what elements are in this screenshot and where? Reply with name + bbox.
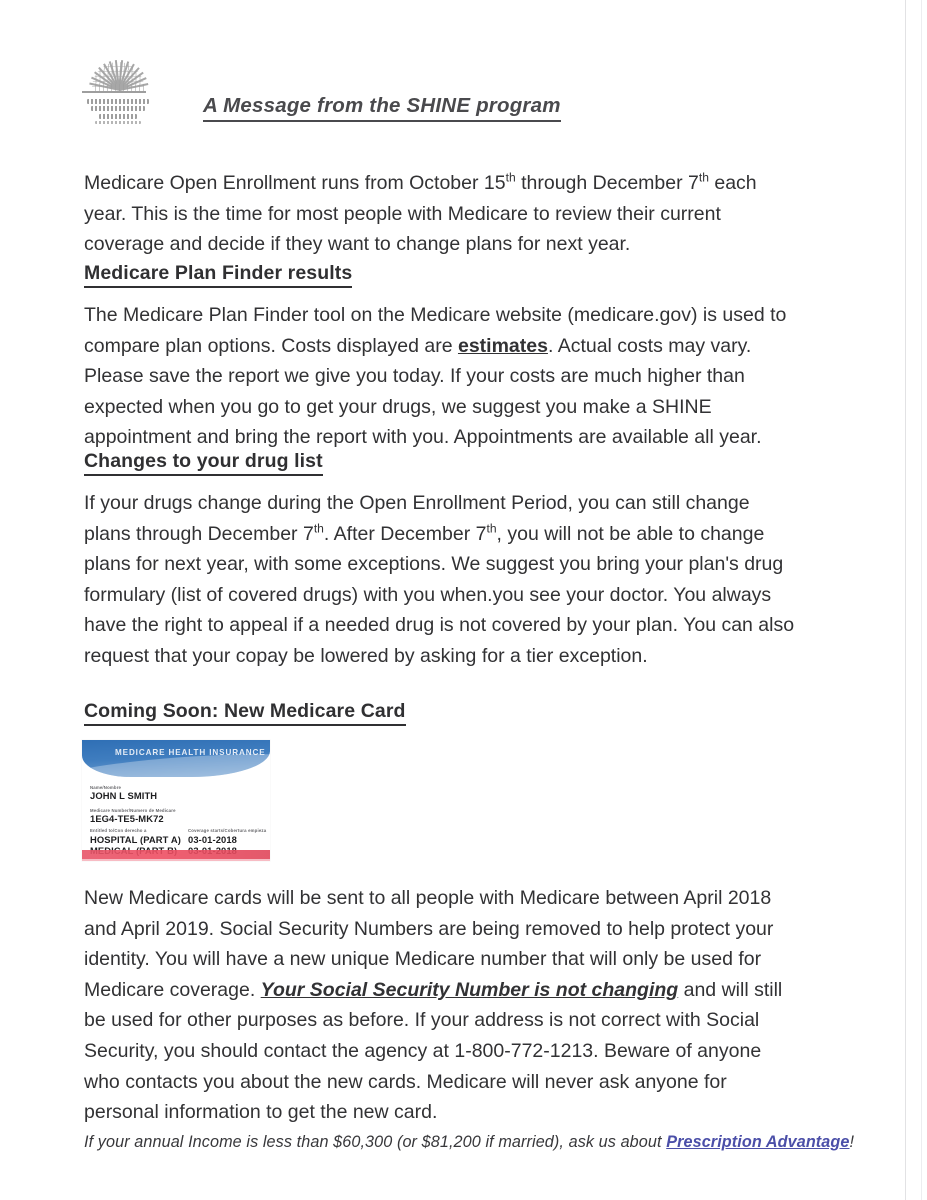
plan-finder-text-after: . Actual costs may vary. Please save the report we give you today. If your costs are much higher than expected when you go to get your drugs, we suggest you make a SHINE appointment and bring the report with you. Appointments are available all year. [84,334,762,449]
card-date-part-a: 03-01-2018 [188,834,237,845]
heading-plan-finder-results: Medicare Plan Finder results [84,262,352,288]
card-coverage-part-a: HOSPITAL (PART A) [90,834,181,845]
medicare-card-sample-image [82,740,270,861]
intro-text-a: Medicare Open Enrollment runs from October 15 [84,172,506,194]
seal-illegible-text [78,96,158,124]
drug-list-paragraph [84,488,796,672]
drug-list-ordinal-1: th [313,521,324,536]
card-name-value: JOHN L SMITH [90,790,158,801]
intro-ordinal-a: th [505,170,516,185]
footer-text-after: ! [849,1133,855,1151]
drug-list-ordinal-2: th [486,521,497,536]
drug-list-text-2: . After December 7 [323,522,487,545]
card-number-label: Medicare Number/Numero de Medicare [90,808,176,813]
drug-list-text-1: If your drugs change during the Open Enrollment Period, you can still change plans through December 7 [84,492,750,545]
page-title: A Message from the SHINE program [203,94,561,122]
heading-coming-soon-new-medicare-card: Coming Soon: New Medicare Card [84,700,406,726]
card-number-value: 1EG4-TE5-MK72 [90,813,164,824]
card-dates-label: Coverage starts/Cobertura empieza [188,828,267,833]
plan-finder-text-before: The Medicare Plan Finder tool on the Medicare website (medicare.gov) is used to compare plan options. Costs displayed are [84,304,787,357]
footer-note [84,1133,855,1152]
scan-edge-line [905,0,906,1200]
emphasis-ssn-not-changing: Your Social Security Number is not changing [260,978,679,1001]
new-card-text-before: New Medicare cards will be sent to all people with Medicare between April 2018 and April 2019. Social Security Numbers are being removed to help protect your identity. You will have a new unique Medicare number that will only be used for Medicare coverage. [84,887,774,1001]
drug-list-text-3: , you will not be able to change plans for next year, with some exceptions. We suggest you bring your plan's drug formulary (list of covered drugs) with you when.you see your doctor. You always have the right to appeal if a needed drug is not covered by your plan. You can also request that your copay be lowered by asking for a tier exception. [84,522,795,667]
card-name-label: Name/Nombre [90,785,122,790]
footer-text-before: If your annual Income is less than $60,300 (or $81,200 if married), ask us about [84,1133,667,1151]
document-header [78,44,778,136]
intro-text-b: through December 7 [515,172,699,194]
intro-ordinal-b: th [698,170,709,185]
card-blue-banner [82,740,270,777]
plan-finder-paragraph [84,300,796,453]
seal-baseline [82,91,146,93]
scan-edge-line-outer [921,0,922,1200]
card-coverage-label: Entitled to/Con derecho a [90,828,147,833]
seal-dome [92,62,144,92]
card-banner-title: MEDICARE HEALTH INSURANCE [115,748,266,757]
new-card-paragraph [84,883,796,1128]
heading-changes-to-drug-list: Changes to your drug list [84,450,323,476]
emphasis-estimates: estimates [457,334,548,357]
intro-text-c: each year. This is the time for most people with Medicare to review their current coverage and decide if they want to change plans for next year. [84,172,757,256]
new-card-text-after: and will still be used for other purposes as before. If your address is not correct with Social Security, you should contact the agency at 1-800-772-1213. Beware of anyone who contacts you about the new cards. Medicare will never ask anyone for personal information to get the new card. [84,978,783,1124]
intro-paragraph [84,168,796,260]
shine-program-seal-icon [78,44,158,132]
card-red-stripe [82,850,270,859]
prescription-advantage-link[interactable]: Prescription Advantage [666,1133,850,1151]
